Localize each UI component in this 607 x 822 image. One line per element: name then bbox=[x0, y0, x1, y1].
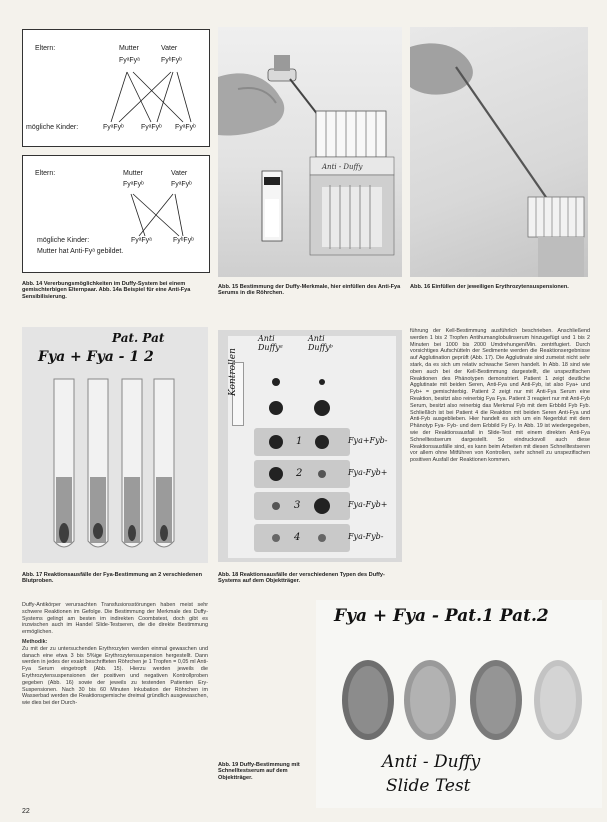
children-label: mögliche Kinder: bbox=[37, 237, 90, 244]
body-text-left: Duffy-Antikörper verursachten Transfusionsstörungen haben meist sehr schwere Reaktionen im Gefolge. Die Bestimmung der Merkmale des Duffy-Systems gelingt am besten im indirekten Coombstest, doch gibt es inzwischen auch im Handel Slide-Testseren, die die direkte Bestimmung ermöglichen. bbox=[22, 602, 208, 636]
mother-genotype: FyᵃFyᵇ bbox=[123, 181, 144, 188]
page-number: 22 bbox=[22, 808, 30, 815]
caption-fig14: Abb. 14 Vererbungsmöglichkeiten im Duffy-System bei einem gemischterbigen Elternpaar. Abb. 14a Beispiel für eine Anti-Fya Sensibilisierung. bbox=[22, 281, 191, 300]
caption-fig16: Abb. 16 Einfüllen der jeweiligen Erythrozytensuspensionen. bbox=[410, 284, 569, 290]
father-genotype: FyᵃFyᵇ bbox=[171, 181, 192, 188]
caption-fig17: Abb. 17 Reaktionsausfälle der Fya-Bestimmung an 2 verschiedenen Blutproben. bbox=[22, 572, 202, 585]
child-genotype-1: FyᵃFyᵃ bbox=[131, 237, 152, 244]
parents-label: Eltern: bbox=[35, 170, 56, 177]
column-label-anti-fya: Anti Duffyᵃ bbox=[258, 334, 283, 352]
row-phenotype-2: Fya-Fyb+ bbox=[348, 468, 388, 477]
photo-fig19 bbox=[316, 600, 602, 808]
methodik-text: Zu mit der zu untersuchenden Erythrozyten werden einmal gewaschen und danach eine etwa 3 bis 5%ige Erythrozytensuspension hergestellt. Dann werden in jedes der exakt beschrifteten Röhrchen je 1 Tropfen = 0,05 ml Anti-Fya Serum eingetropft (Abb. 15). Hierzu werden jeweils die Erythrozytensuspensionen der positiven und negativen Kontrollproben gegeben (Abb. 16) sowie der jeweils zu testenden Patienten Ery-Suspensionen. Nach 30 bis 60 Minuten Inkubation der Röhrchen im Wasserbad werden die Reaktionsgemische dreimal gründlich ausgewaschen, wie dies bei der Durch- bbox=[22, 645, 208, 707]
photo-fig17 bbox=[22, 327, 208, 563]
slide-bottom-label-1: Anti - Duffy bbox=[382, 752, 481, 772]
photo-fig16-drawing bbox=[410, 27, 588, 277]
tube-bottom-label: Fya + Fya - 1 2 bbox=[38, 349, 154, 365]
children-label: mögliche Kinder: bbox=[26, 124, 79, 131]
photo-fig18 bbox=[218, 330, 402, 562]
father-genotype: FyᵇFyᵇ bbox=[161, 57, 182, 64]
row-number-3: 3 bbox=[294, 500, 301, 511]
slide-bottom-label-2: Slide Test bbox=[386, 776, 471, 796]
controls-label: Kontrollen bbox=[228, 348, 238, 396]
row-phenotype-1: Fya+Fyb- bbox=[348, 436, 388, 445]
tube-top-label: Pat. Pat bbox=[112, 331, 165, 345]
body-text-left-block bbox=[22, 602, 208, 810]
father-label: Vater bbox=[171, 170, 188, 177]
child-genotype-1: FyᵃFyᵇ bbox=[103, 124, 124, 131]
methodik-heading: Methodik: bbox=[22, 638, 48, 645]
father-label: Vater bbox=[161, 45, 178, 52]
caption-fig18: Abb. 18 Reaktionsausfälle der verschiedenen Typen des Duffy-Systems auf dem Objektträger. bbox=[218, 572, 385, 585]
parents-label: Eltern: bbox=[35, 45, 56, 52]
child-genotype-3: FyᵃFyᵇ bbox=[175, 124, 196, 131]
inheritance-diagram-2 bbox=[22, 155, 210, 273]
caption-fig19: Abb. 19 Duffy-Bestimmung mit Schnelltestserum auf dem Objektträger. bbox=[218, 762, 300, 781]
mother-label: Mutter bbox=[119, 45, 139, 52]
row-phenotype-3: Fya-Fyb+ bbox=[348, 500, 388, 509]
photo-fig15-drawing bbox=[218, 27, 402, 277]
photo-fig18-spots bbox=[218, 330, 402, 562]
inheritance-diagram-1 bbox=[22, 29, 210, 147]
row-phenotype-4: Fya-Fyb- bbox=[348, 532, 384, 541]
caption-fig15: Abb. 15 Bestimmung der Duffy-Merkmale, hier einfüllen des Anti-Fya Serums in die Röhrchen. bbox=[218, 284, 401, 297]
mother-genotype: FyᵃFyᵃ bbox=[119, 57, 140, 64]
row-number-4: 4 bbox=[294, 532, 301, 543]
body-text-right: führung der Kell-Bestimmung ausführlich beschrieben. Anschließend werden 1 bis 2 Tropfen Antihumanglobulinserum hinzugefügt und 1 bis 2 Minuten bei 1000 bis 2000 Umdrehungen/Min. zentrifugiert. Durch vorsichtiges Aufschütteln der Sedimente werden die Reaktionsergebnisse auf Agglutination geprüft (Abb. 17). Die Agglutinate sind zumeist nicht sehr stark, da es sich um relativ schwache Seren handelt. In Abb. 18 sind wie oben auch bei der Kell-Bestimmung dargestellt, die unspezifischen Reaktionen des Phänotypen demonstriert. Patient 1 zeigt deutliche Agglutinate mit beiden Seren, Anti-Fya und Anti-Fyb, ist also Fya+ und Fyb+ = gemischterbig. Patient 2 zeigt nur mit Anti-Fya Serum eine Reaktion, besitzt also reinerbig Fya Fya. Patient 3 reagiert nur mit Anti-Fyb Serum, besitzt also reinerbig das Merkmal Fyb mit dem Erbbild Fyb Fyb. Schließlich ist bei Patient 4 die Reaktion mit beiden Seren Anti-Fya und Anti-Fyb ausgeblieben. Hier handelt es sich um ein Negerblut mit dem Phänotyp Fya- Fyb- und dem Erbbild Fy Fy. In Abb. 19 ist wiedergegeben, wie der Reaktionsausfall in Slide-Test mit einem direkten Anti-Fya Schnelltestserum dargestellt. So eindrucksvoll auch diese Reaktionsausfälle sind, es kann beim Arbeiten mit diesen Schnelltestseren vor allem ohne Mitführen von Kontrollen, sehr schnell zu unspezifischen positiven Ausfall der Reaktionen kommen. bbox=[410, 328, 590, 464]
antibody-note: Mutter hat Anti-Fyᵃ gebildet. bbox=[37, 248, 124, 255]
slide-top-label: Fya + Fya - Pat.1 Pat.2 bbox=[334, 606, 549, 626]
mother-label: Mutter bbox=[123, 170, 143, 177]
child-genotype-2: FyᵇFyᵇ bbox=[173, 237, 194, 244]
photo-fig15 bbox=[218, 27, 402, 277]
svg-text:Anti - Duffy: Anti - Duffy bbox=[322, 163, 363, 171]
row-number-2: 2 bbox=[296, 468, 303, 479]
row-number-1: 1 bbox=[296, 436, 303, 447]
child-genotype-2: FyᵃFyᵇ bbox=[141, 124, 162, 131]
column-label-anti-fyb: Anti Duffyᵇ bbox=[308, 334, 333, 352]
photo-fig16 bbox=[410, 27, 588, 277]
